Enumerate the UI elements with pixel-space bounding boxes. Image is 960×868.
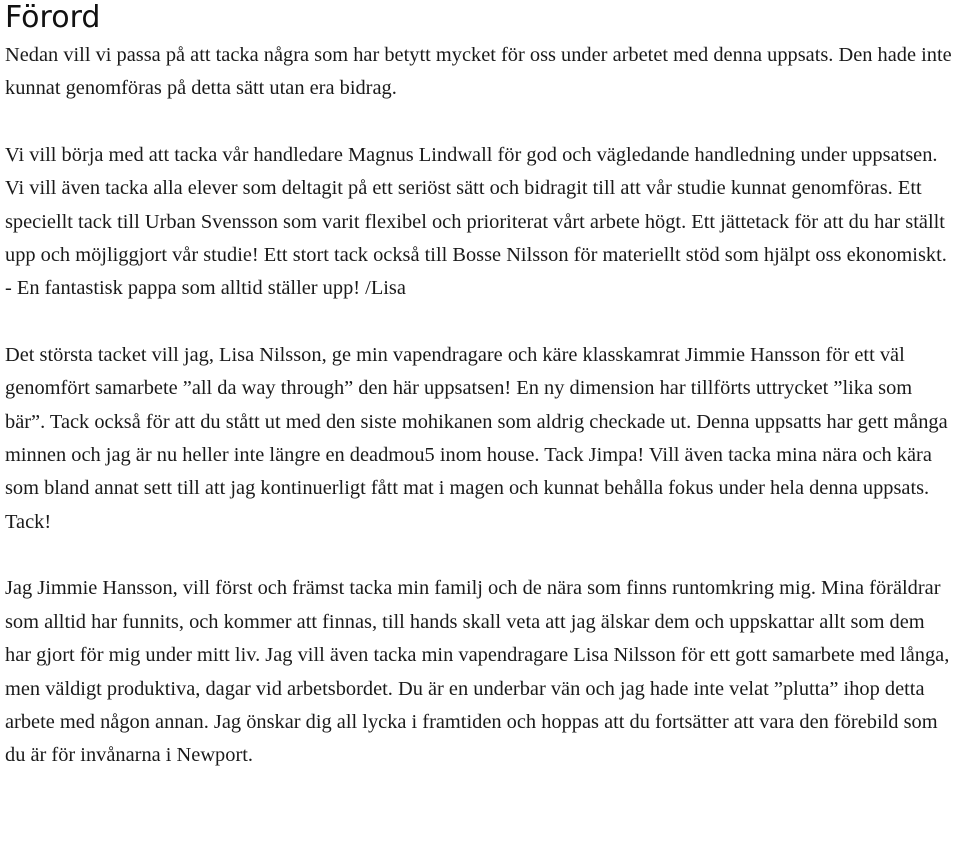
paragraph-thanks-jimmie: Jag Jimmie Hansson, vill först och främst tacka min familj och de nära som finns runtomkring mig. Mina föräldrar som alltid har funnits, och kommer att finnas, till hands skall veta att jag älskar dem och uppskattar allt som dem har gjort för mig under mitt liv. Jag vill även tacka min vapendragare Lisa Nilsson för ett gott samarbete med långa, men väldigt produktiva, dagar vid arbetsbordet. Du är en underbar vän och jag hade inte velat ”plutta” ihop detta arbete med någon annan. Jag önskar dig all lycka i framtiden och hoppas att du fortsätter att vara den förebild som du är för invånarna i Newport. [5,577,950,767]
paragraph-intro: Nedan vill vi passa på att tacka några som har betytt mycket för oss under arbetet med denna uppsats. Den hade inte kunnat genomföras på detta sätt utan era bidrag. [5,44,952,100]
page-title: Förord [5,0,101,35]
document-page [5,0,955,773]
paragraph-spacer [5,539,955,572]
paragraph-thanks-lisa: Det största tacket vill jag, Lisa Nilsson, ge min vapendragare och käre klasskamrat Jimmie Hansson för ett väl genomfört samarbete ”all da way through” den här uppsatsen! En ny dimension har tillförts uttrycket ”lika som bär”. Tack också för att du stått ut med den siste mohikanen som aldrig checkade ut. Denna uppsatts har gett många minnen och jag är nu heller inte längre en deadmou5 inom house. Tack Jimpa! Vill även tacka mina nära och kära som bland annat sett till att jag kontinuerligt fått mat i magen och kunnat behålla fokus under hela denna uppsats. Tack! [5,343,948,533]
paragraph-spacer [5,106,955,139]
paragraph-spacer [5,306,955,339]
paragraph-thanks-general: Vi vill börja med att tacka vår handledare Magnus Lindwall för god och vägledande handledning under uppsatsen. Vi vill även tacka alla elever som deltagit på ett seriöst sätt och bidragit till att vår studie kunnat genomföras. Ett speciellt tack till Urban Svensson som varit flexibel och prioriterat vårt arbete högt. Ett jättetack för att du har ställt upp och möjliggjort vår studie! Ett stort tack också till Bosse Nilsson för materiellt stöd som hjälpt oss ekonomiskt. - En fantastisk pappa som alltid ställer upp! /Lisa [5,143,947,300]
